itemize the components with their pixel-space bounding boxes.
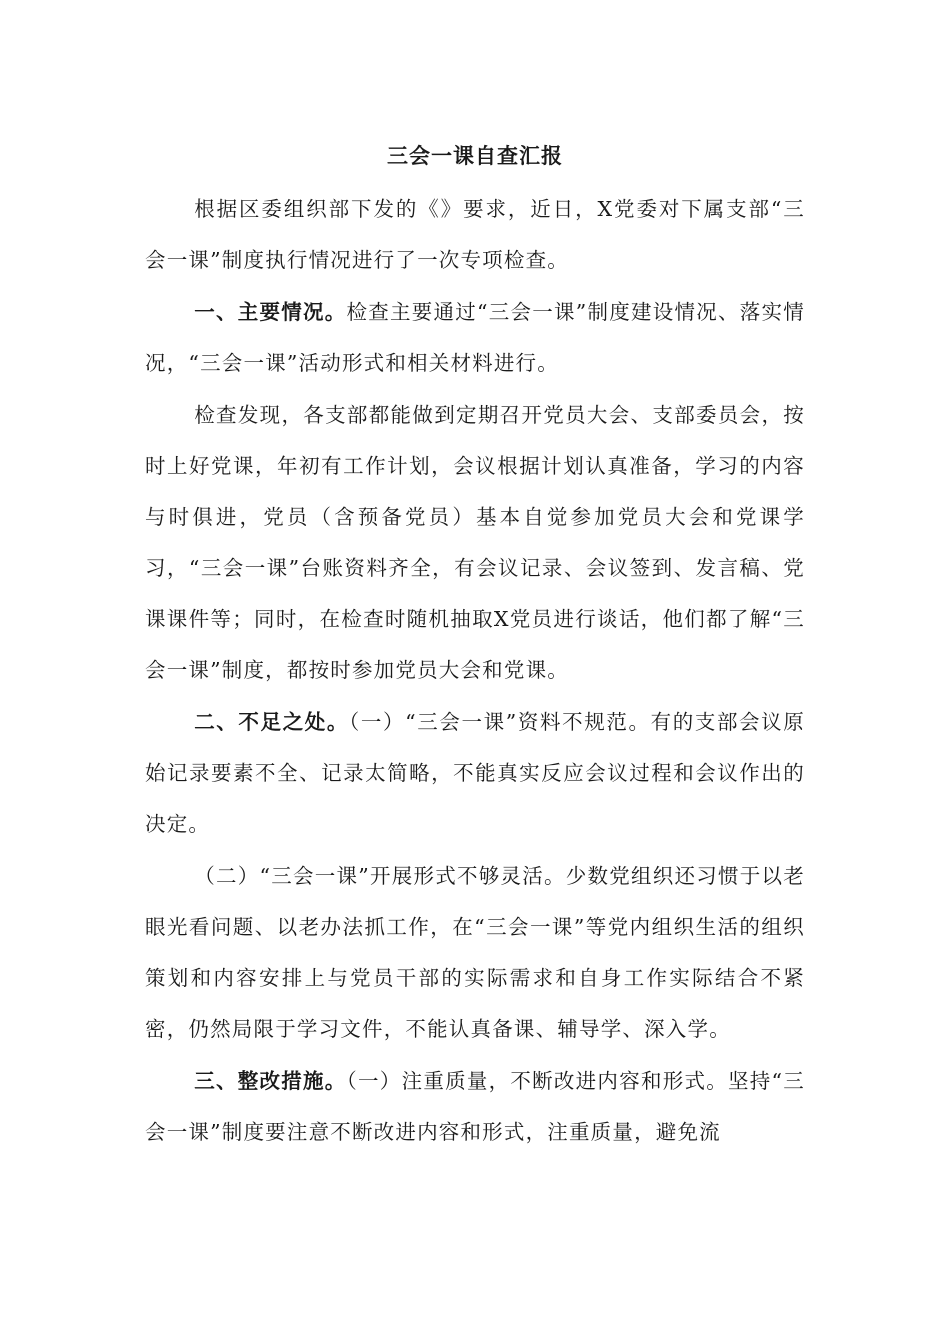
- paragraph-measures-1: [145, 1056, 805, 1158]
- paragraph-text: （一）注重质量，不断改进内容和形式。坚持“三会一课”制度要注意不断改进内容和形式，注重质量，避免流: [145, 1069, 805, 1144]
- paragraph-findings: [145, 390, 805, 696]
- document-title: 三会一课自查汇报: [387, 143, 563, 168]
- paragraph-text: 检查发现，各支部都能做到定期召开党员大会、支部委员会，按时上好党课，年初有工作计划，会议根据计划认真准备，学习的内容与时俱进，党员（含预备党员）基本自觉参加党员大会和党课学习，“三会一课”台账资料齐全，有会议记录、会议签到、发言稿、党课课件等；同时，在检查时随机抽取X党员进行谈话，他们都了解“三会一课”制度，都按时参加党员大会和党课。: [145, 403, 805, 682]
- paragraph-text: 检查主要通过“三会一课”制度建设情况、落实情况，“三会一课”活动形式和相关材料进行。: [145, 300, 806, 375]
- paragraph-shortcomings-1: [145, 697, 805, 850]
- paragraph-text: 根据区委组织部下发的《》要求，近日，X党委对下属支部“三会一课”制度执行情况进行了一次专项检查。: [145, 197, 805, 272]
- paragraph-intro: [145, 184, 805, 286]
- paragraph-text: （二）“三会一课”开展形式不够灵活。少数党组织还习惯于以老眼光看问题、以老办法抓工作，在“三会一课”等党内组织生活的组织策划和内容安排上与党员干部的实际需求和自身工作实际结合不紧密，仍然局限于学习文件，不能认真备课、辅导学、深入学。: [145, 864, 805, 1041]
- paragraph-shortcomings-2: [145, 851, 805, 1055]
- paragraph-main-situation: [145, 287, 805, 389]
- document-page: [145, 128, 805, 1159]
- section-heading-main-situation: 一、主要情况。: [194, 300, 347, 324]
- paragraph-text: （一）“三会一课”资料不规范。有的支部会议原始记录要素不全、记录太简略，不能真实反应会议过程和会议作出的决定。: [145, 710, 806, 836]
- section-heading-shortcomings: 二、不足之处。: [194, 710, 350, 734]
- section-heading-measures: 三、整改措施。: [194, 1069, 347, 1093]
